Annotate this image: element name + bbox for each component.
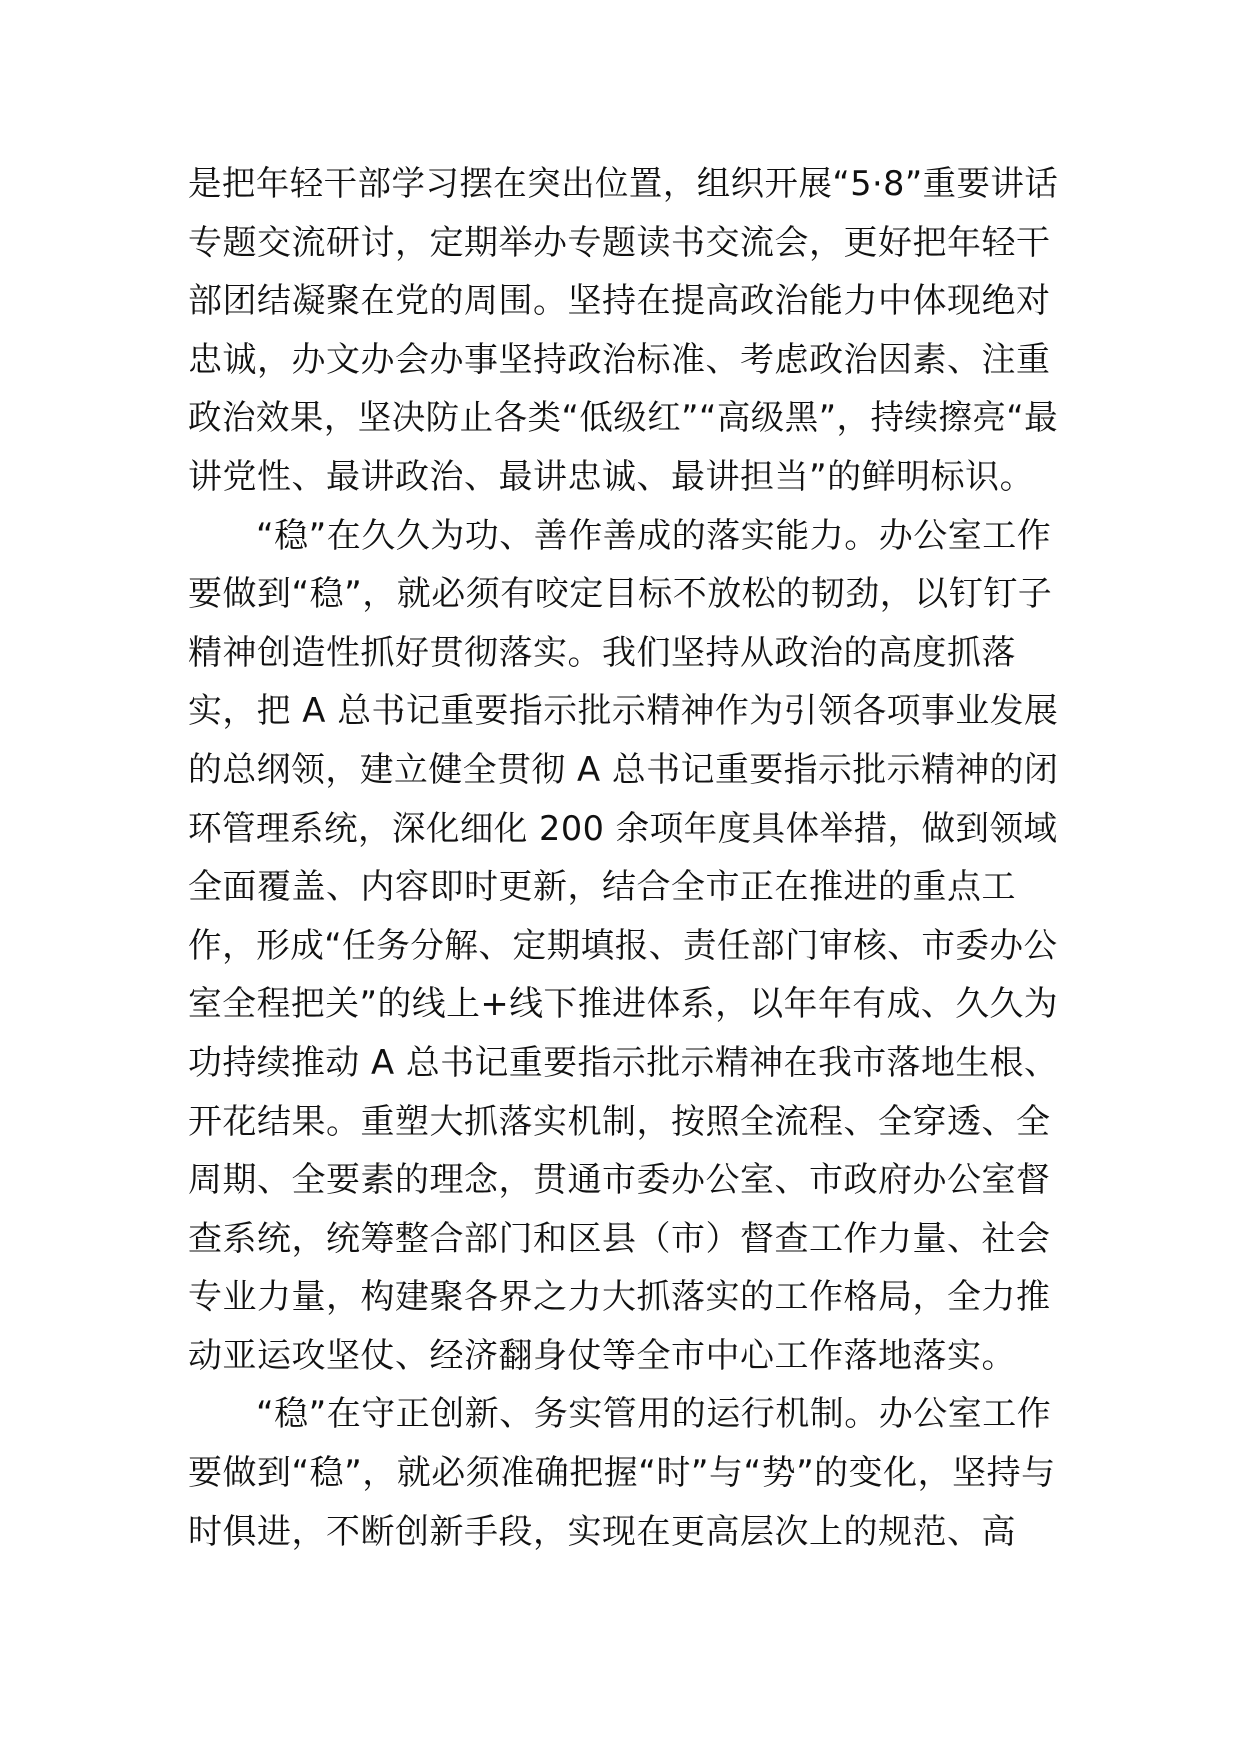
text-line: 的总纲领，建立健全贯彻 A 总书记重要指示批示精神的闭 [188, 749, 1059, 790]
text-line: 忠诚，办文办会办事坚持政治标准、考虑政治因素、注重 [188, 339, 1051, 380]
text-line: 查系统，统筹整合部门和区县（市）督查工作力量、社会 [188, 1218, 1051, 1259]
text-line: 是把年轻干部学习摆在突出位置，组织开展“5·8”重要讲话 [188, 164, 1059, 204]
text-line: 实，把 A 总书记重要指示批示精神作为引领各项事业发展 [188, 691, 1059, 732]
text-line: 功持续推动 A 总书记重要指示批示精神在我市落地生根、 [188, 1042, 1059, 1083]
text-line: 要做到“稳”，就必须有咬定目标不放松的韧劲，以钉钉子 [188, 574, 1053, 615]
text-line: 全面覆盖、内容即时更新，结合全市正在推进的重点工 [188, 867, 1016, 908]
text-line: 室全程把关”的线上+线下推进体系，以年年有成、久久为 [188, 984, 1059, 1025]
text-line: 动亚运攻坚仗、经济翻身仗等全市中心工作落地落实。 [188, 1335, 1016, 1376]
text-line: 专题交流研讨，定期举办专题读书交流会，更好把年轻干 [188, 222, 1051, 263]
paragraph-first-line: “稳”在守正创新、务实管用的运行机制。办公室工作 [256, 1394, 1052, 1435]
paragraph-first-line: “稳”在久久为功、善作善成的落实能力。办公室工作 [256, 515, 1052, 556]
text-line: 环管理系统，深化细化 200 余项年度具体举措，做到领域 [188, 808, 1058, 849]
text-line: 讲党性、最讲政治、最讲忠诚、最讲担当”的鲜明标识。 [188, 456, 1035, 497]
text-line: 开花结果。重塑大抓落实机制，按照全流程、全穿透、全 [188, 1101, 1051, 1142]
document-body [188, 155, 1058, 1561]
text-line: 部团结凝聚在党的周围。坚持在提高政治能力中体现绝对 [188, 281, 1051, 322]
text-line: 要做到“稳”，就必须准确把握“时”与“势”的变化，坚持与 [188, 1453, 1056, 1494]
text-line: 精神创造性抓好贯彻落实。我们坚持从政治的高度抓落 [188, 632, 1016, 673]
text-line: 周期、全要素的理念，贯通市委办公室、市政府办公室督 [188, 1160, 1051, 1201]
text-line: 专业力量，构建聚各界之力大抓落实的工作格局，全力推 [188, 1277, 1051, 1318]
text-line: 作，形成“任务分解、定期填报、责任部门审核、市委办公 [188, 925, 1058, 966]
text-line: 时俱进，不断创新手段，实现在更高层次上的规范、高 [188, 1511, 1016, 1552]
text-line: 政治效果，坚决防止各类“低级红”“高级黑”，持续擦亮“最 [188, 398, 1059, 439]
